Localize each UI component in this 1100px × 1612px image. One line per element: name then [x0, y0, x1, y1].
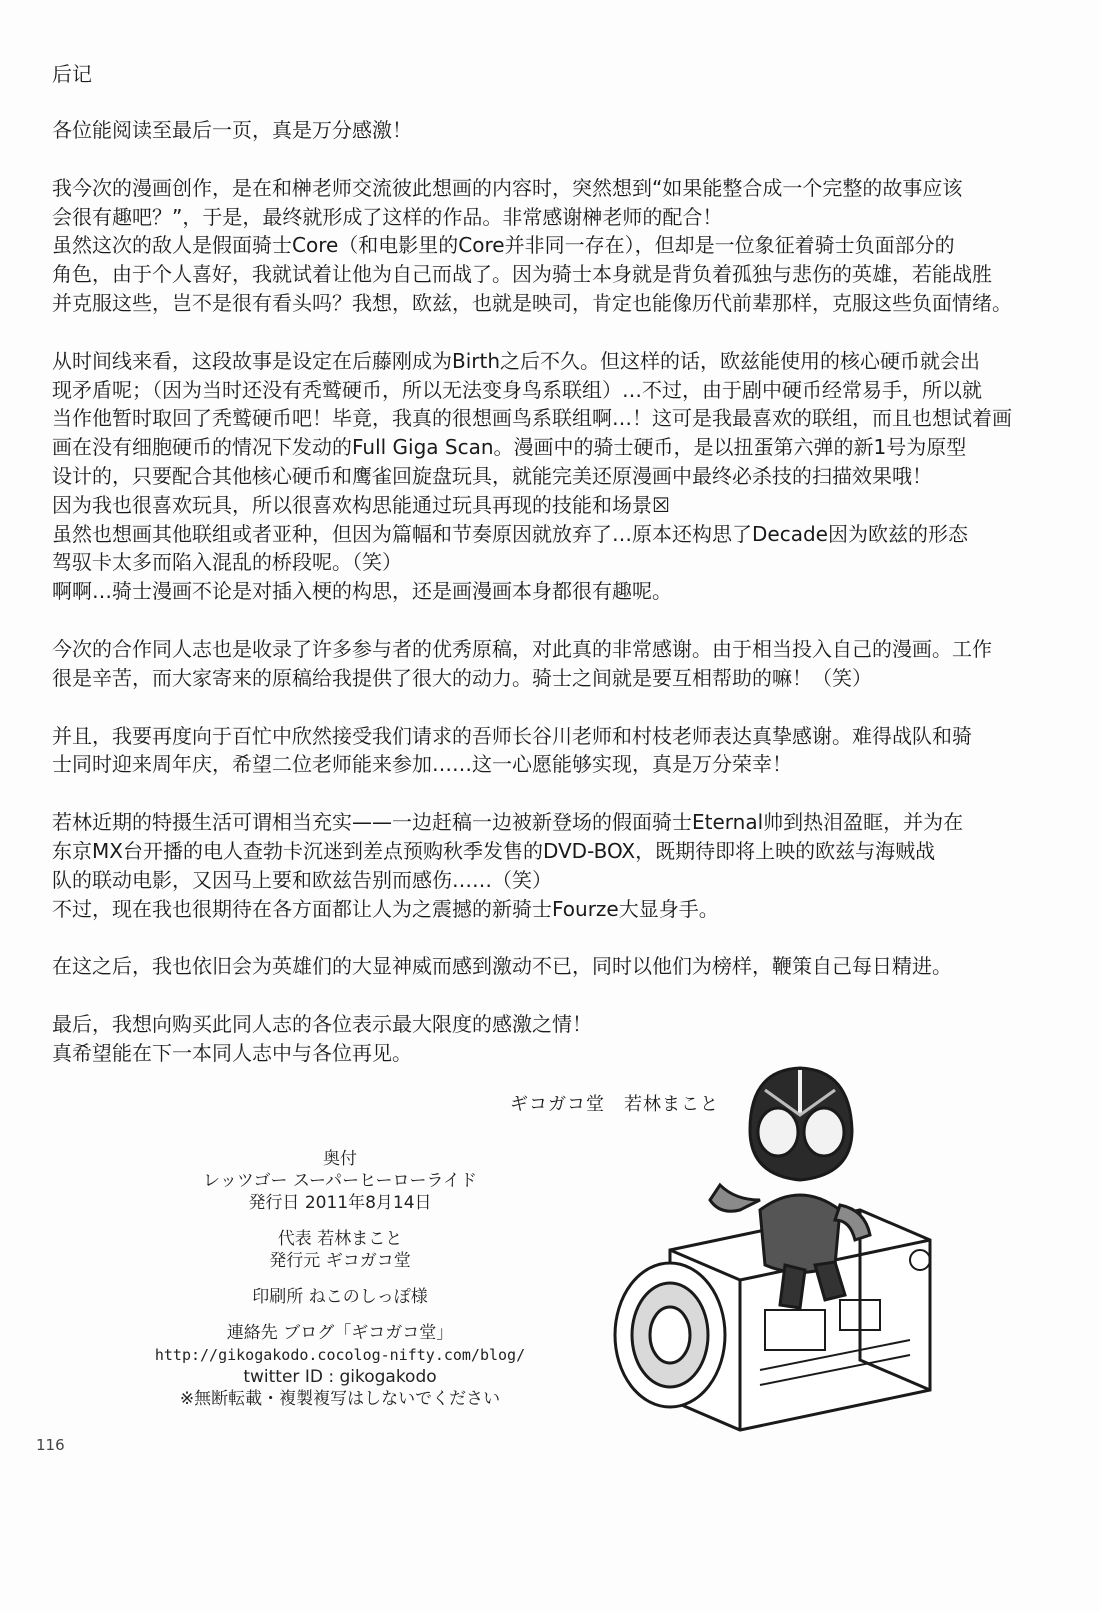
- text-line: 画在没有细胞硬币的情况下发动的Full Giga Scan。漫画中的骑士硬币，是以扭蛋第六弹的新1号为原型: [52, 435, 967, 460]
- blog-url: http://gikogakodo.cocolog-nifty.com/blog/: [154, 1346, 526, 1364]
- twitter-id: twitter ID : gikogakodo: [243, 1367, 437, 1387]
- colophon-title-group: [100, 1148, 580, 1214]
- text-line: 队的联动电影，又因马上要和欧兹告别而感伤……（笑）: [52, 867, 552, 892]
- text-line: 不过，现在我也很期待在各方面都让人为之震撼的新骑士Fourze大显身手。: [52, 896, 719, 921]
- text-line: 现矛盾呢；（因为当时还没有秃鹫硬币，所以无法变身鸟系联组）…不过，由于剧中硬币经常易手，所以就: [52, 377, 982, 402]
- text-line: 因为我也很喜欢玩具，所以很喜欢构思能通过玩具再现的技能和场景☒: [52, 492, 670, 517]
- text-line: 在这之后，我也依旧会为英雄们的大显神威而感到激动不已，同时以他们为榜样，鞭策自己每日精进。: [52, 954, 952, 979]
- text-line: 会很有趣吧？”，于是，最终就形成了这样的作品。非常感谢榊老师的配合！: [52, 204, 723, 229]
- text-line: 若林近期的特摄生活可谓相当充实——一边赶稿一边被新登场的假面骑士Eternal帅到热泪盈眶，并为在: [52, 810, 964, 835]
- representative: 代表 若林まこと: [277, 1229, 403, 1249]
- paragraph-7: [52, 952, 1052, 981]
- text-line: 我今次的漫画创作，是在和榊老师交流彼此想画的内容时，突然想到“如果能整合成一个完整的故事应该: [52, 175, 963, 200]
- colophon-contact-group: [100, 1322, 580, 1410]
- text-line: 真希望能在下一本同人志中与各位再见。: [52, 1040, 412, 1065]
- colophon-title: 奥付: [323, 1149, 357, 1169]
- text-line: 驾驭卡太多而陷入混乱的桥段呢。（笑）: [52, 550, 402, 575]
- text-line: 今次的合作同人志也是收录了许多参与者的优秀原稿，对此真的非常感谢。由于相当投入自己的漫画。工作: [52, 636, 992, 661]
- author-signature: ギコガコ堂 若林まこと: [510, 1094, 719, 1115]
- text-line: 虽然也想画其他联组或者亚种，但因为篇幅和节奏原因就放弃了…原本还构思了Decade因为欧兹的形态: [52, 521, 968, 546]
- text-line: 角色，由于个人喜好，我就试着让他为自己而战了。因为骑士本身就是背负着孤独与悲伤的英雄，若能战胜: [52, 262, 992, 287]
- text-line: 虽然这次的敌人是假面骑士Core（和电影里的Core并非同一存在），但却是一位象征着骑士负面部分的: [52, 233, 955, 258]
- text-line: 啊啊…骑士漫画不论是对插入梗的构思，还是画漫画本身都很有趣呢。: [52, 579, 672, 604]
- paragraph-3: [52, 347, 1052, 606]
- text-line: 最后，我想向购买此同人志的各位表示最大限度的感激之情！: [52, 1012, 592, 1037]
- text-line: 设计的，只要配合其他核心硬币和鹰雀回旋盘玩具，就能完美还原漫画中最终必杀技的扫描效果哦！: [52, 463, 932, 488]
- paragraph-2: [52, 174, 1052, 318]
- book-title: レッツゴー スーパーヒーローライド: [202, 1171, 477, 1191]
- printer: 印刷所 ねこのしっぽ様: [252, 1287, 428, 1307]
- colophon-printer-group: [100, 1286, 580, 1308]
- text-line: 东京MX台开播的电人查勃卡沉迷到差点预购秋季发售的DVD-BOX，既期待即将上映的欧兹与海贼战: [52, 838, 936, 863]
- colophon-credits-group: [100, 1228, 580, 1272]
- paragraph-1: [52, 116, 1052, 145]
- rider-helmet-icon: [750, 1068, 852, 1180]
- contact: 連絡先 ブログ「ギコガコ堂」: [226, 1323, 454, 1343]
- paragraph-5: [52, 722, 1052, 780]
- text-line: 并克服这些，岂不是很有看头吗？我想，欧兹，也就是映司，肯定也能像历代前辈那样，克服这些负面情绪。: [52, 290, 1012, 315]
- text-line: 很是辛苦，而大家寄来的原稿给我提供了很大的动力。骑士之间就是要互相帮助的嘛！（笑）: [52, 665, 872, 690]
- afterword-body: [52, 116, 1052, 1097]
- text-line: 士同时迎来周年庆，希望二位老师能来参加……这一心愿能够实现，真是万分荣幸！: [52, 752, 792, 777]
- colophon: [100, 1148, 580, 1424]
- publisher: 発行元 ギコガコ堂: [269, 1251, 411, 1271]
- text-line: 并且，我要再度向于百忙中欣然接受我们请求的吾师长谷川老师和村枝老师表达真挚感谢。难得战队和骑: [52, 723, 972, 748]
- text-line: 当作他暂时取回了秃鹫硬币吧！毕竟，我真的很想画鸟系联组啊…！这可是我最喜欢的联组，而且也想试着画: [52, 406, 1012, 431]
- afterword-heading: 后记: [52, 62, 92, 86]
- publish-date: 発行日 2011年8月14日: [248, 1193, 432, 1213]
- page-number: 116: [36, 1436, 65, 1454]
- chibi-rider-illustration: [600, 1060, 980, 1440]
- text-line: 从时间线来看，这段故事是设定在后藤刚成为Birth之后不久。但这样的话，欧兹能使用的核心硬币就会出: [52, 348, 981, 373]
- paragraph-6: [52, 808, 1052, 923]
- text-line: 各位能阅读至最后一页，真是万分感激！: [52, 118, 412, 142]
- copyright-notice: ※無断転載・複製複写はしないでください: [179, 1389, 501, 1409]
- camera-lens-icon: [615, 1263, 725, 1407]
- paragraph-4: [52, 635, 1052, 693]
